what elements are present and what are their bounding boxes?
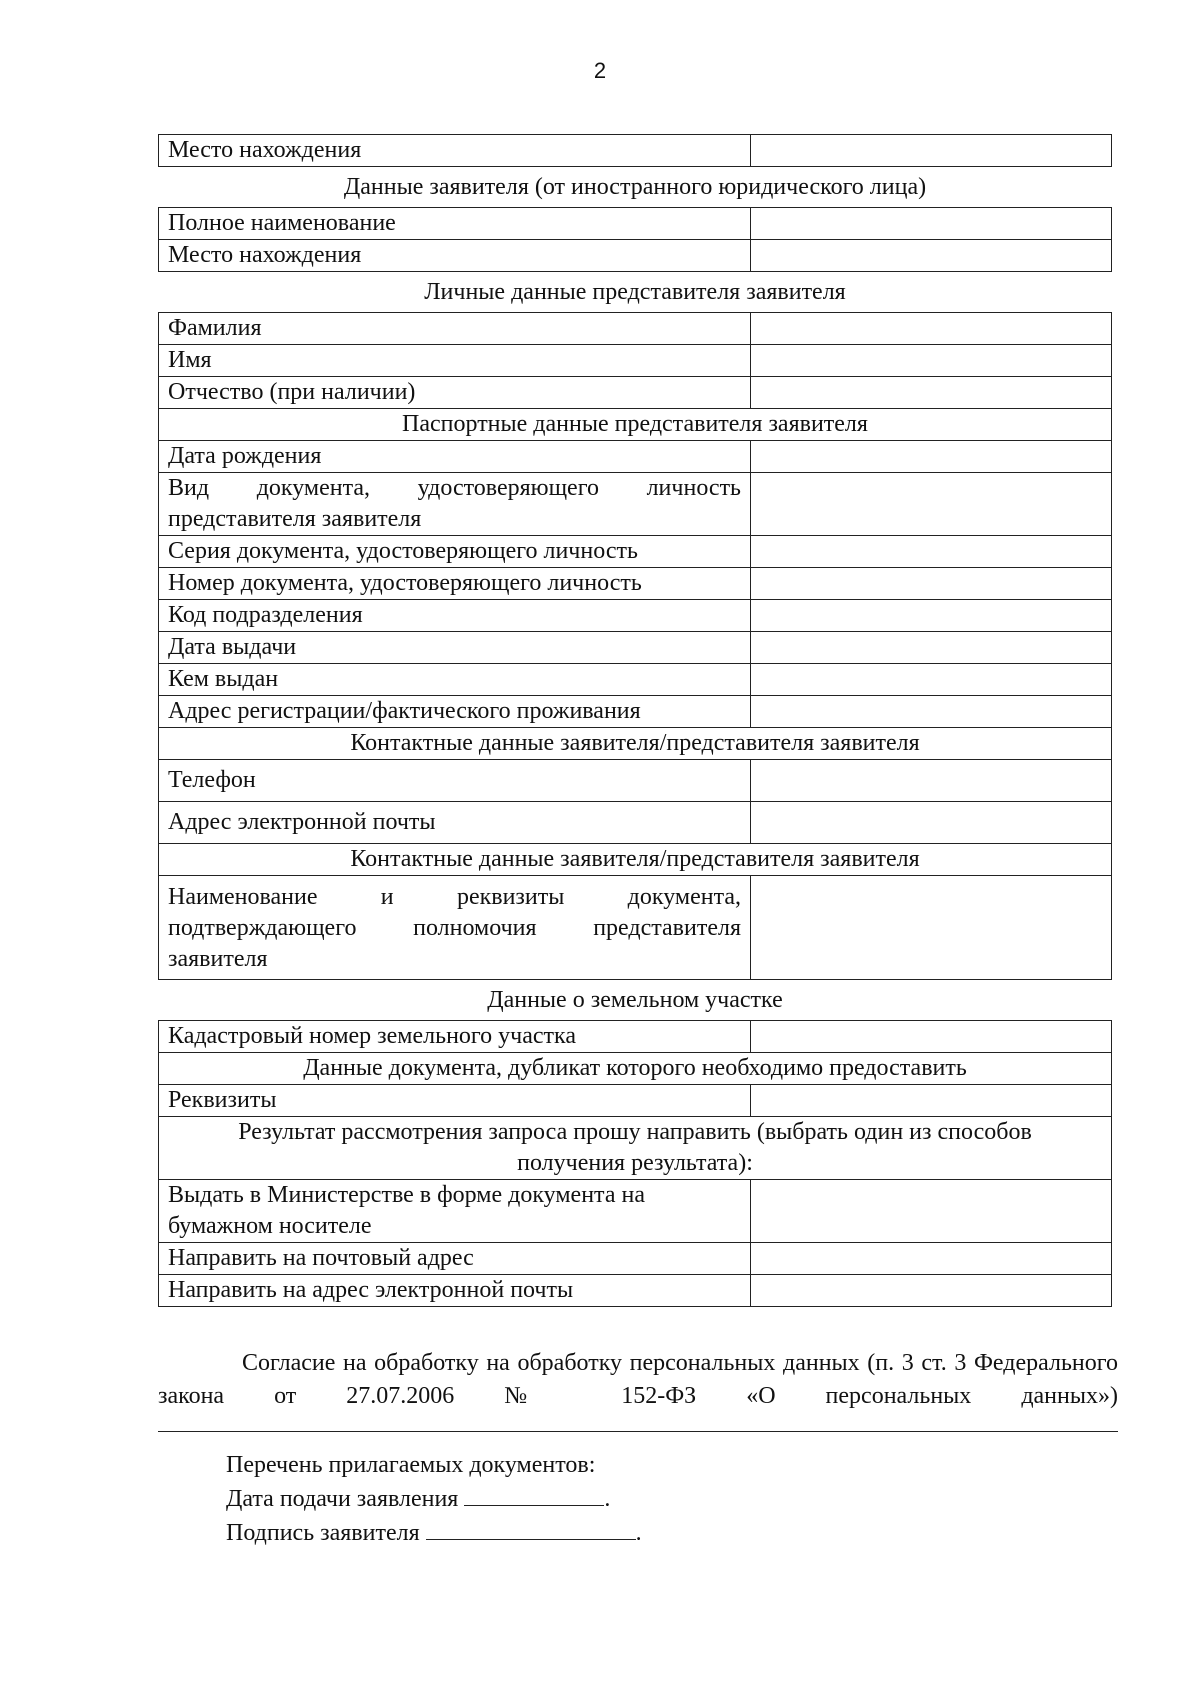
foreign-entity-table (158, 207, 1112, 272)
table-row (159, 1085, 1112, 1117)
table-row (159, 441, 1112, 473)
surname-label: Фамилия (159, 313, 751, 345)
location-table (158, 134, 1112, 167)
address-label: Адрес регистрации/фактического проживания (159, 696, 751, 728)
issued-by-label: Кем выдан (159, 664, 751, 696)
table-row (159, 313, 1112, 345)
table-row (159, 696, 1112, 728)
signature-row (226, 1515, 1112, 1549)
requisites-label: Реквизиты (159, 1085, 751, 1117)
requisites-value-cell[interactable] (751, 1085, 1112, 1117)
authority-subheader: Контактные данные заявителя/представителя заявителя (159, 844, 1112, 876)
table-row (159, 664, 1112, 696)
table-row (159, 345, 1112, 377)
authority-doc-label: Наименование и реквизиты документа, подтверждающего полномочия представителя заявителя (159, 876, 751, 980)
option-email-label: Направить на адрес электронной почты (159, 1275, 751, 1307)
documents-list-label: Перечень прилагаемых документов: (226, 1452, 596, 1478)
table-row (159, 536, 1112, 568)
birth-date-label: Дата рождения (159, 441, 751, 473)
option-post-value-cell[interactable] (751, 1243, 1112, 1275)
signature-blank[interactable] (426, 1515, 636, 1540)
entity-location-label: Место нахождения (159, 240, 751, 272)
entity-location-value-cell[interactable] (751, 240, 1112, 272)
submission-date-label: Дата подачи заявления (226, 1486, 459, 1512)
option-email-value-cell[interactable] (751, 1275, 1112, 1307)
table-row (159, 1275, 1112, 1307)
table-row (159, 876, 1112, 980)
submission-date-period: . (604, 1486, 611, 1512)
name-value-cell[interactable] (751, 345, 1112, 377)
table-row (159, 1243, 1112, 1275)
division-code-label: Код подразделения (159, 600, 751, 632)
doc-type-value-cell[interactable] (751, 473, 1112, 536)
email-label: Адрес электронной почты (159, 802, 751, 844)
table-row (159, 208, 1112, 240)
cadastral-number-label: Кадастровый номер земельного участка (159, 1021, 751, 1053)
footer-block (158, 1450, 1112, 1549)
issued-by-value-cell[interactable] (751, 664, 1112, 696)
doc-series-value-cell[interactable] (751, 536, 1112, 568)
phone-label: Телефон (159, 760, 751, 802)
division-code-value-cell[interactable] (751, 600, 1112, 632)
duplicate-subheader: Данные документа, дубликат которого необходимо предоставить (159, 1053, 1112, 1085)
submission-date-row (226, 1481, 1112, 1515)
submission-date-blank[interactable] (464, 1481, 604, 1506)
address-value-cell[interactable] (751, 696, 1112, 728)
passport-subheader: Паспортные данные представителя заявителя (159, 409, 1112, 441)
option-paper-value-cell[interactable] (751, 1180, 1112, 1243)
issue-date-value-cell[interactable] (751, 632, 1112, 664)
signature-label: Подпись заявителя (226, 1520, 420, 1546)
result-method-subheader: Результат рассмотрения запроса прошу направить (выбрать один из способов получения результата): (159, 1117, 1112, 1180)
table-row (159, 632, 1112, 664)
authority-doc-value-cell[interactable] (751, 876, 1112, 980)
table-row (159, 760, 1112, 802)
doc-type-label: Вид документа, удостоверяющего личность представителя заявителя (159, 473, 751, 536)
signature-period: . (635, 1520, 642, 1546)
table-row (159, 1117, 1112, 1180)
cadastral-number-value-cell[interactable] (751, 1021, 1112, 1053)
patronymic-label: Отчество (при наличии) (159, 377, 751, 409)
doc-number-value-cell[interactable] (751, 568, 1112, 600)
foreign-entity-section-title: Данные заявителя (от иностранного юридического лица) (343, 174, 927, 200)
table-row (159, 568, 1112, 600)
doc-series-label: Серия документа, удостоверяющего личность (159, 536, 751, 568)
page-number: 2 (593, 58, 607, 83)
doc-number-label: Номер документа, удостоверяющего личность (159, 568, 751, 600)
option-post-label: Направить на почтовый адрес (159, 1243, 751, 1275)
table-row (159, 135, 1112, 167)
table-row (159, 600, 1112, 632)
option-paper-label: Выдать в Министерстве в форме документа на бумажном носителе (159, 1180, 751, 1243)
surname-value-cell[interactable] (751, 313, 1112, 345)
phone-value-cell[interactable] (751, 760, 1112, 802)
land-plot-table (158, 1020, 1112, 1307)
table-row (159, 1180, 1112, 1243)
consent-signature-line[interactable] (158, 1431, 1118, 1432)
consent-text: Согласие на обработку на обработку персональных данных (п. 3 ст. 3 Федерального закона от 27.07.2006 № 152-ФЗ «О персональных данных») (158, 1350, 1118, 1409)
name-label: Имя (159, 345, 751, 377)
representative-section-title: Личные данные представителя заявителя (424, 279, 846, 305)
full-name-label: Полное наименование (159, 208, 751, 240)
table-row (159, 1053, 1112, 1085)
contact-subheader: Контактные данные заявителя/представителя заявителя (159, 728, 1112, 760)
table-row (159, 473, 1112, 536)
table-row (159, 409, 1112, 441)
consent-paragraph (158, 1347, 1118, 1413)
table-row (159, 1021, 1112, 1053)
application-form (158, 134, 1118, 1549)
birth-date-value-cell[interactable] (751, 441, 1112, 473)
table-row (159, 240, 1112, 272)
location-value-cell[interactable] (751, 135, 1112, 167)
table-row (159, 377, 1112, 409)
table-row (159, 844, 1112, 876)
full-name-value-cell[interactable] (751, 208, 1112, 240)
email-value-cell[interactable] (751, 802, 1112, 844)
table-row (159, 802, 1112, 844)
patronymic-value-cell[interactable] (751, 377, 1112, 409)
table-row (159, 728, 1112, 760)
issue-date-label: Дата выдачи (159, 632, 751, 664)
location-label: Место нахождения (159, 135, 751, 167)
land-plot-section-title: Данные о земельном участке (487, 987, 783, 1013)
representative-table (158, 312, 1112, 980)
